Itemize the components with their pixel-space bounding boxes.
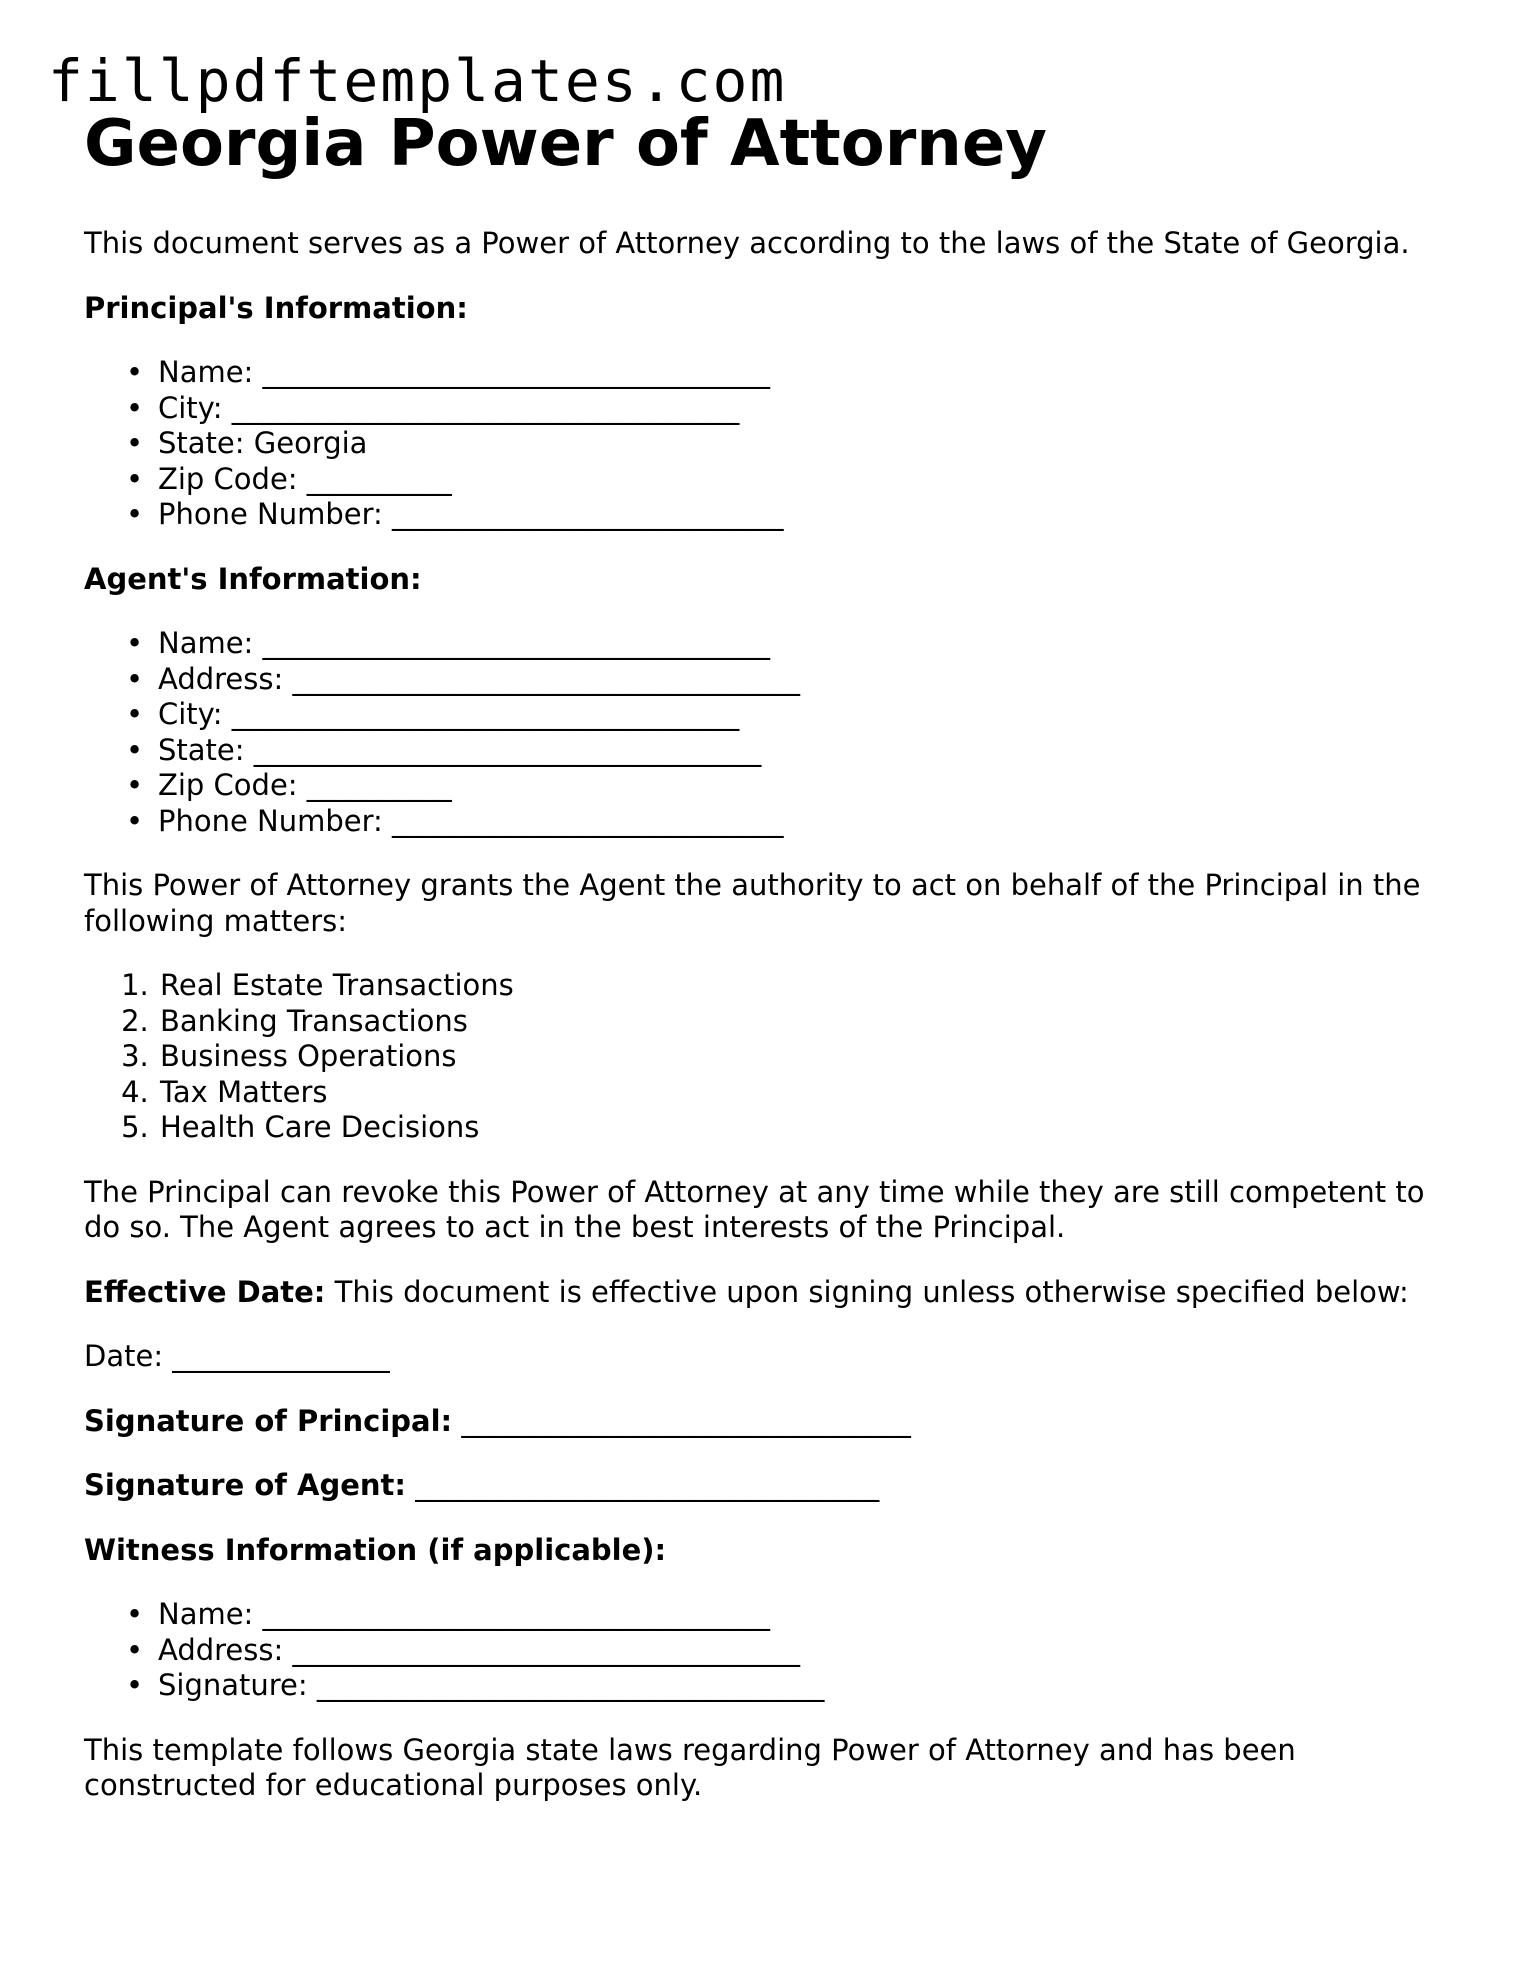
intro-paragraph: This document serves as a Power of Attorney according to the laws of the State of Georgia.	[84, 226, 1410, 260]
agent-signature-blank[interactable]: ________________________________	[406, 1468, 880, 1502]
matters-list	[84, 968, 1464, 1146]
principal-fields-list	[84, 355, 1464, 533]
matter-item: 5. Health Care Decisions	[158, 1110, 1464, 1146]
agent-phone-field[interactable]: • Phone Number: ___________________________	[158, 804, 1464, 840]
principal-phone-field[interactable]: • Phone Number: ___________________________	[158, 497, 1464, 533]
agent-heading: Agent's Information:	[84, 561, 422, 596]
principal-signature-line[interactable]	[84, 1404, 1464, 1440]
date-field[interactable]: Date: _______________	[84, 1339, 390, 1373]
revoke-paragraph: The Principal can revoke this Power of Attorney at any time while they are still competent to do so. The Agent agrees to act in the best interests of the Principal.	[84, 1174, 1425, 1244]
witness-fields-list	[84, 1597, 1464, 1704]
witness-address-field[interactable]: • Address: ___________________________________	[158, 1633, 1464, 1669]
matter-item: 1. Real Estate Transactions	[158, 968, 1464, 1004]
matter-item: 4. Tax Matters	[158, 1075, 1464, 1111]
principal-city-field[interactable]: • City: ___________________________________	[158, 391, 1464, 427]
agent-zip-field[interactable]: • Zip Code: __________	[158, 768, 1464, 804]
effective-date-paragraph	[84, 1275, 1464, 1311]
agent-state-field[interactable]: • State: ___________________________________	[158, 733, 1464, 769]
agent-address-field[interactable]: • Address: ___________________________________	[158, 662, 1464, 698]
effective-date-label: Effective Date:	[84, 1274, 326, 1309]
footer-paragraph: This template follows Georgia state laws regarding Power of Attorney and has been constructed for educational purposes only.	[84, 1732, 1296, 1802]
page-title: Georgia Power of Attorney	[84, 107, 1047, 181]
agent-fields-list	[84, 626, 1464, 839]
principal-name-field[interactable]: • Name: ___________________________________	[158, 355, 1464, 391]
agent-signature-label: Signature of Agent:	[84, 1468, 406, 1502]
principal-state-field: • State: Georgia	[158, 426, 1464, 462]
principal-zip-field[interactable]: • Zip Code: __________	[158, 462, 1464, 498]
agent-name-field[interactable]: • Name: ___________________________________	[158, 626, 1464, 662]
site-watermark: fillpdftemplates.com	[48, 47, 787, 115]
effective-date-text: This document is effective upon signing unless otherwise specified below:	[325, 1274, 1409, 1309]
witness-signature-field[interactable]: • Signature: ___________________________________	[158, 1668, 1464, 1704]
grant-paragraph: This Power of Attorney grants the Agent the authority to act on behalf of the Principal in the following matters:	[84, 868, 1421, 938]
witness-heading: Witness Information (if applicable):	[84, 1532, 667, 1567]
principal-signature-blank[interactable]: _______________________________	[452, 1403, 911, 1438]
principal-signature-label: Signature of Principal:	[84, 1403, 453, 1438]
agent-city-field[interactable]: • City: ___________________________________	[158, 697, 1464, 733]
witness-name-field[interactable]: • Name: ___________________________________	[158, 1597, 1464, 1633]
principal-heading: Principal's Information:	[84, 290, 468, 325]
matter-item: 2. Banking Transactions	[158, 1004, 1464, 1040]
matter-item: 3. Business Operations	[158, 1039, 1464, 1075]
document-body	[84, 106, 1464, 1833]
agent-signature-line[interactable]	[84, 1468, 1464, 1504]
